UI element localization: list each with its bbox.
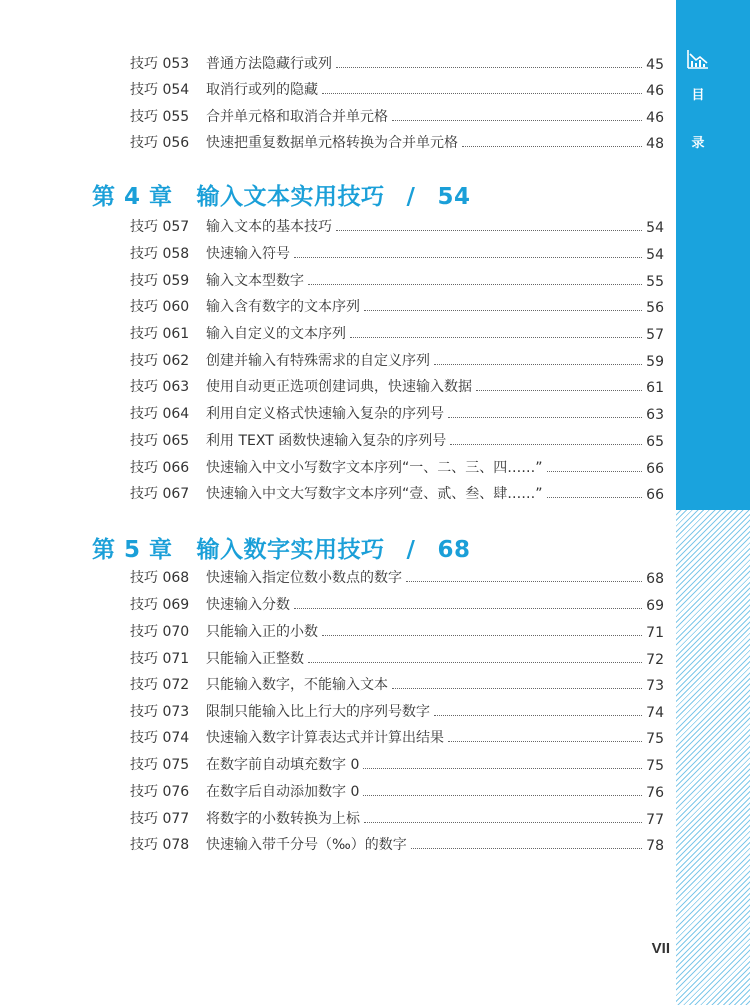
entry-title: 利用 TEXT 函数快速输入复杂的序列号 bbox=[206, 433, 447, 449]
entry-title: 快速输入分数 bbox=[206, 597, 290, 613]
dot-leader bbox=[392, 688, 642, 689]
toc-entry[interactable] bbox=[130, 646, 664, 668]
entry-page: 73 bbox=[646, 678, 664, 694]
entry-page: 55 bbox=[646, 274, 664, 290]
entry-number: 技巧 078 bbox=[130, 837, 190, 853]
toc-entry[interactable] bbox=[130, 268, 664, 290]
entry-number: 技巧 063 bbox=[130, 379, 190, 395]
entry-page: 63 bbox=[646, 407, 664, 423]
toc-entry[interactable] bbox=[130, 104, 664, 126]
toc-entry[interactable] bbox=[130, 428, 664, 450]
toc-entry[interactable] bbox=[130, 672, 664, 694]
chapter-page: 54 bbox=[437, 184, 471, 210]
dot-leader bbox=[392, 120, 642, 121]
dot-leader bbox=[450, 444, 642, 445]
toc-side-tab bbox=[676, 0, 750, 510]
entry-page: 65 bbox=[646, 434, 664, 450]
dot-leader bbox=[476, 390, 642, 391]
toc-entry[interactable] bbox=[130, 51, 664, 73]
dot-leader bbox=[434, 364, 642, 365]
toc-entry[interactable] bbox=[130, 294, 664, 316]
dot-leader bbox=[363, 768, 642, 769]
dot-leader bbox=[364, 310, 642, 311]
dot-leader bbox=[364, 822, 642, 823]
entry-page: 77 bbox=[646, 812, 664, 828]
chart-icon bbox=[686, 48, 710, 70]
entry-number: 技巧 061 bbox=[130, 326, 190, 342]
side-tab-corner bbox=[676, 500, 750, 510]
entry-title: 只能输入正整数 bbox=[206, 651, 304, 667]
chapter-title: 输入数字实用技巧 bbox=[196, 537, 385, 563]
dot-leader bbox=[322, 635, 642, 636]
entry-title: 输入自定义的文本序列 bbox=[206, 326, 346, 342]
entry-page: 75 bbox=[646, 758, 664, 774]
dot-leader bbox=[406, 581, 642, 582]
entry-title: 快速输入符号 bbox=[206, 246, 290, 262]
entry-number: 技巧 060 bbox=[130, 299, 190, 315]
dot-leader bbox=[448, 741, 642, 742]
dot-leader bbox=[308, 284, 642, 285]
chapter-heading[interactable] bbox=[92, 178, 652, 210]
entry-page: 74 bbox=[646, 705, 664, 721]
entry-title: 输入含有数字的文本序列 bbox=[206, 299, 360, 315]
entry-title: 输入文本型数字 bbox=[206, 273, 304, 289]
entry-number: 技巧 072 bbox=[130, 677, 190, 693]
toc-entry[interactable] bbox=[130, 806, 664, 828]
entry-number: 技巧 055 bbox=[130, 109, 190, 125]
entry-page: 54 bbox=[646, 247, 664, 263]
entry-title: 取消行或列的隐藏 bbox=[206, 82, 318, 98]
entry-page: 72 bbox=[646, 652, 664, 668]
entry-title: 使用自动更正选项创建词典，快速输入数据 bbox=[206, 379, 472, 395]
entry-title: 合并单元格和取消合并单元格 bbox=[206, 109, 388, 125]
entry-number: 技巧 073 bbox=[130, 704, 190, 720]
dot-leader bbox=[322, 93, 642, 94]
entry-title: 只能输入正的小数 bbox=[206, 624, 318, 640]
chapter-separator: / bbox=[406, 184, 416, 210]
entry-page: 68 bbox=[646, 571, 664, 587]
dot-leader bbox=[547, 471, 643, 472]
entry-number: 技巧 064 bbox=[130, 406, 190, 422]
entry-page: 75 bbox=[646, 731, 664, 747]
entry-number: 技巧 054 bbox=[130, 82, 190, 98]
dot-leader bbox=[294, 257, 642, 258]
entry-number: 技巧 074 bbox=[130, 730, 190, 746]
page-number: VII bbox=[651, 940, 670, 957]
toc-entry[interactable] bbox=[130, 565, 664, 587]
entry-title: 快速输入中文大写数字文本序列“壹、贰、叁、肆……” bbox=[206, 486, 543, 502]
entry-number: 技巧 065 bbox=[130, 433, 190, 449]
dot-leader bbox=[434, 715, 642, 716]
dot-leader bbox=[336, 67, 642, 68]
entry-number: 技巧 053 bbox=[130, 56, 190, 72]
entry-title: 快速输入指定位数小数点的数字 bbox=[206, 570, 402, 586]
toc-entry[interactable] bbox=[130, 455, 664, 477]
dot-leader bbox=[462, 146, 642, 147]
entry-title: 在数字后自动添加数字 0 bbox=[206, 784, 360, 800]
side-stripe-pattern bbox=[676, 510, 750, 1005]
dot-leader bbox=[294, 608, 642, 609]
entry-title: 快速把重复数据单元格转换为合并单元格 bbox=[206, 135, 458, 151]
toc-entry[interactable] bbox=[130, 130, 664, 152]
entry-page: 66 bbox=[646, 461, 664, 477]
entry-page: 54 bbox=[646, 220, 664, 236]
chapter-title: 输入文本实用技巧 bbox=[196, 184, 385, 210]
entry-title: 将数字的小数转换为上标 bbox=[206, 811, 360, 827]
entry-number: 技巧 070 bbox=[130, 624, 190, 640]
chapter-label: 第 4 章 bbox=[92, 184, 173, 210]
toc-entry[interactable] bbox=[130, 374, 664, 396]
entry-page: 59 bbox=[646, 354, 664, 370]
toc-entry[interactable] bbox=[130, 348, 664, 370]
entry-title: 在数字前自动填充数字 0 bbox=[206, 757, 360, 773]
entry-title: 快速输入中文小写数字文本序列“一、二、三、四……” bbox=[206, 460, 543, 476]
entry-page: 66 bbox=[646, 487, 664, 503]
entry-page: 48 bbox=[646, 136, 664, 152]
entry-number: 技巧 057 bbox=[130, 219, 190, 235]
toc-entry[interactable] bbox=[130, 592, 664, 614]
entry-number: 技巧 059 bbox=[130, 273, 190, 289]
entry-title: 普通方法隐藏行或列 bbox=[206, 56, 332, 72]
entry-page: 69 bbox=[646, 598, 664, 614]
toc-entry[interactable] bbox=[130, 241, 664, 263]
entry-number: 技巧 075 bbox=[130, 757, 190, 773]
entry-title: 快速输入带千分号（‰）的数字 bbox=[206, 837, 407, 853]
toc-entry[interactable] bbox=[130, 779, 664, 801]
toc-entry[interactable] bbox=[130, 481, 664, 503]
entry-number: 技巧 058 bbox=[130, 246, 190, 262]
toc-entry[interactable] bbox=[130, 832, 664, 854]
entry-page: 56 bbox=[646, 300, 664, 316]
dot-leader bbox=[448, 417, 642, 418]
entry-title: 只能输入数字，不能输入文本 bbox=[206, 677, 388, 693]
dot-leader bbox=[308, 662, 642, 663]
chapter-label: 第 5 章 bbox=[92, 537, 173, 563]
toc-entry[interactable] bbox=[130, 619, 664, 641]
entry-page: 45 bbox=[646, 57, 664, 73]
dot-leader bbox=[336, 230, 642, 231]
entry-title: 限制只能输入比上行大的序列号数字 bbox=[206, 704, 430, 720]
entry-number: 技巧 056 bbox=[130, 135, 190, 151]
toc-entry[interactable] bbox=[130, 321, 664, 343]
entry-number: 技巧 071 bbox=[130, 651, 190, 667]
entry-number: 技巧 062 bbox=[130, 353, 190, 369]
entry-title: 创建并输入有特殊需求的自定义序列 bbox=[206, 353, 430, 369]
entry-page: 57 bbox=[646, 327, 664, 343]
entry-page: 78 bbox=[646, 838, 664, 854]
entry-page: 61 bbox=[646, 380, 664, 396]
dot-leader bbox=[350, 337, 642, 338]
entry-number: 技巧 067 bbox=[130, 486, 190, 502]
chapter-page: 68 bbox=[437, 537, 471, 563]
entry-number: 技巧 068 bbox=[130, 570, 190, 586]
entry-number: 技巧 069 bbox=[130, 597, 190, 613]
entry-page: 76 bbox=[646, 785, 664, 801]
side-label-char: 目 bbox=[691, 88, 705, 103]
dot-leader bbox=[547, 497, 643, 498]
entry-title: 利用自定义格式快速输入复杂的序列号 bbox=[206, 406, 444, 422]
dot-leader bbox=[411, 848, 642, 849]
entry-title: 输入文本的基本技巧 bbox=[206, 219, 332, 235]
entry-number: 技巧 076 bbox=[130, 784, 190, 800]
chapter-heading[interactable] bbox=[92, 531, 652, 563]
entry-number: 技巧 066 bbox=[130, 460, 190, 476]
entry-title: 快速输入数字计算表达式并计算出结果 bbox=[206, 730, 444, 746]
toc-entry[interactable] bbox=[130, 752, 664, 774]
side-label-char: 录 bbox=[691, 136, 705, 151]
entry-page: 46 bbox=[646, 110, 664, 126]
entry-number: 技巧 077 bbox=[130, 811, 190, 827]
toc-entry[interactable] bbox=[130, 214, 664, 236]
toc-entry[interactable] bbox=[130, 699, 664, 721]
entry-page: 71 bbox=[646, 625, 664, 641]
chapter-separator: / bbox=[406, 537, 416, 563]
toc-entry[interactable] bbox=[130, 725, 664, 747]
dot-leader bbox=[363, 795, 642, 796]
entry-page: 46 bbox=[646, 83, 664, 99]
toc-entry[interactable] bbox=[130, 77, 664, 99]
toc-entry[interactable] bbox=[130, 401, 664, 423]
